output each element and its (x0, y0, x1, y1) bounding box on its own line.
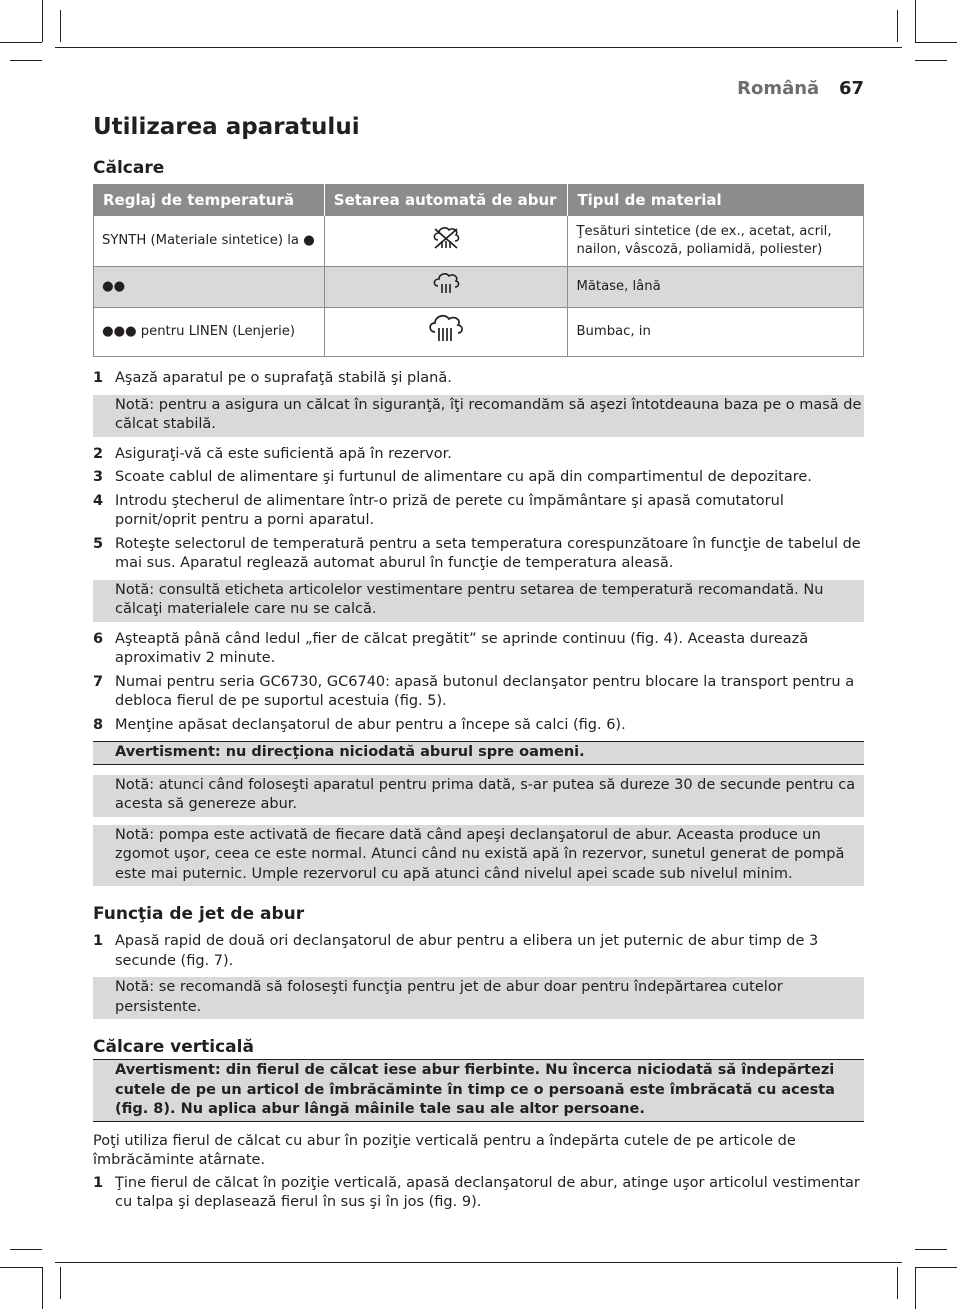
crop-mark (915, 42, 957, 43)
note-box: Notă: pompa este activată de fiecare dată când apeşi declanşatorul de abur. Aceasta produce un zgomot uşor, ceea ce este normal. Atunci când nu există apă în rezervor, sunetul generat de pompă este mai puternic. Umple rezervorul cu apă atunci când nivelul apei scade sub nivelul minim. (93, 825, 864, 887)
step-text: Aşteaptă până când ledul „fier de călcat pregătit” se aprinde continuu (fig. 4). Aceasta durează aproximativ 2 minute. (115, 630, 809, 666)
table-row (94, 308, 864, 357)
table-row (94, 267, 864, 308)
list-item (93, 445, 864, 465)
step-number: 1 (93, 370, 104, 386)
page-title: Utilizarea aparatului (93, 114, 360, 140)
crop-mark (55, 47, 902, 48)
list-item (93, 932, 864, 971)
temperature-table (93, 184, 864, 357)
step-text: Menţine apăsat declanşatorul de abur pentru a începe să calci (fig. 6). (115, 716, 626, 733)
no-steam-icon (429, 225, 463, 251)
list-item (93, 492, 864, 531)
crop-mark (915, 1267, 957, 1268)
step-number: 5 (93, 535, 104, 552)
step-text: Scoate cablul de alimentare şi furtunul de alimentare cu apă din compartimentul de depozitare. (115, 469, 812, 485)
step-text: Numai pentru seria GC6730, GC6740: apasă butonul declanşator pentru blocare la transport pentru a debloca fierul de pe suportul acestuia (fig. 5). (115, 673, 855, 709)
list-item (93, 673, 864, 712)
step-number: 1 (93, 933, 104, 949)
crop-mark (42, 1267, 43, 1309)
page-header (737, 78, 864, 99)
table-header-row (94, 184, 864, 216)
crop-mark (915, 1267, 916, 1309)
table-cell-fabric: Mătase, lână (568, 267, 864, 308)
step-number: 8 (93, 716, 104, 733)
page-number: 67 (838, 78, 864, 99)
table-cell-steam (324, 216, 568, 267)
warning-box: Avertisment: din fierul de călcat iese abur fierbinte. Nu încerca niciodată să îndepărtezi cutele de pe un articol de îmbrăcăminte în timp ce o persoană este îmbrăcată cu acesta (fig. 8). Nu aplica abur lângă mâinile tale sau ale altor persoane. (93, 1059, 864, 1122)
step-number: 3 (93, 469, 104, 485)
list-item (93, 468, 864, 488)
crop-mark (60, 10, 61, 42)
section-heading-ironing: Călcare (93, 158, 165, 178)
section-heading-steam-jet: Funcţia de jet de abur (93, 904, 305, 924)
step-number: 2 (93, 445, 104, 462)
step-text: Apasă rapid de două ori declanşatorul de abur pentru a elibera un jet puternic de abur timp de 3 secunde (fig. 7). (115, 933, 819, 969)
table-cell-steam (324, 267, 568, 308)
note-box: Notă: atunci când foloseşti aparatul pentru prima dată, s-ar putea să dureze 30 de secunde pentru ca acesta să genereze abur. (93, 775, 864, 817)
crop-mark (0, 42, 42, 43)
step-text: Aşază aparatul pe o suprafaţă stabilă şi plană. (115, 370, 452, 386)
table-cell-fabric: Bumbac, in (568, 308, 864, 357)
list-item (93, 1174, 864, 1213)
step-number: 6 (93, 630, 104, 647)
table-cell-temperature: SYNTH (Materiale sintetice) la ● (94, 216, 325, 267)
step-text: Introdu ştecherul de alimentare într-o priză de perete cu împământare şi apasă comutatorul pornit/oprit pentru a porni aparatul. (115, 492, 784, 528)
table-cell-steam (324, 308, 568, 357)
crop-mark (60, 1267, 61, 1299)
crop-mark (915, 60, 947, 61)
table-header-cell: Reglaj de temperatură (94, 184, 325, 216)
crop-mark (915, 1249, 947, 1250)
list-item (93, 716, 864, 736)
warning-box: Avertisment: nu direcţiona niciodată aburul spre oameni. (93, 741, 864, 765)
step-text: Roteşte selectorul de temperatură pentru a seta temperatura corespunzătoare în funcţie de tabelul de mai sus. Aparatul reglează automat aburul în funcţie de temperatura aleasă. (115, 535, 861, 571)
table-cell-temperature: ●●● pentru LINEN (Lenjerie) (94, 308, 325, 357)
list-item (93, 630, 864, 669)
list-item (93, 535, 864, 574)
crop-mark (10, 60, 42, 61)
step-number: 7 (93, 673, 104, 690)
crop-mark (897, 1267, 898, 1299)
crop-mark (897, 10, 898, 42)
max-steam-icon (425, 313, 467, 345)
table-header-cell: Tipul de material (568, 184, 864, 216)
crop-mark (42, 0, 43, 42)
note-box: Notă: pentru a asigura un călcat în siguranţă, îţi recomandăm să aşezi întotdeauna baza pe o masă de călcat stabilă. (93, 395, 864, 437)
language-label: Română (737, 78, 820, 99)
note-box: Notă: consultă eticheta articolelor vestimentare pentru setarea de temperatură recomandată. Nu călcaţi materialele care nu se calcă. (93, 580, 864, 622)
table-cell-fabric: Ţesături sintetice (de ex., acetat, acril, nailon, vâscoză, poliamidă, poliester) (568, 216, 864, 267)
step-text: Ţine fierul de călcat în poziţie verticală, apasă declanşatorul de abur, atinge uşor articolul vestimentar cu talpa şi deplasează fierul în sus şi în jos (fig. 9). (115, 1174, 860, 1210)
table-header-cell: Setarea automată de abur (324, 184, 568, 216)
note-box: Notă: se recomandă să foloseşti funcţia pentru jet de abur doar pentru îndepărtarea cutelor persistente. (93, 977, 864, 1019)
step-text: Asiguraţi-vă că este suficientă apă în rezervor. (115, 445, 452, 462)
step-number: 1 (93, 1174, 104, 1191)
medium-steam-icon (429, 272, 463, 296)
crop-mark (55, 1262, 902, 1263)
section-heading-vertical: Călcare verticală (93, 1037, 254, 1057)
table-row (94, 216, 864, 267)
step-number: 4 (93, 492, 104, 509)
page-content (93, 114, 864, 1217)
table-cell-temperature: ●● (94, 267, 325, 308)
list-item (93, 369, 864, 389)
crop-mark (10, 1249, 42, 1250)
crop-mark (915, 0, 916, 42)
crop-mark (0, 1267, 42, 1268)
paragraph: Poţi utiliza fierul de călcat cu abur în poziţie verticală pentru a îndepărta cutele de pe articole de îmbrăcăminte atârnate. (93, 1132, 796, 1168)
